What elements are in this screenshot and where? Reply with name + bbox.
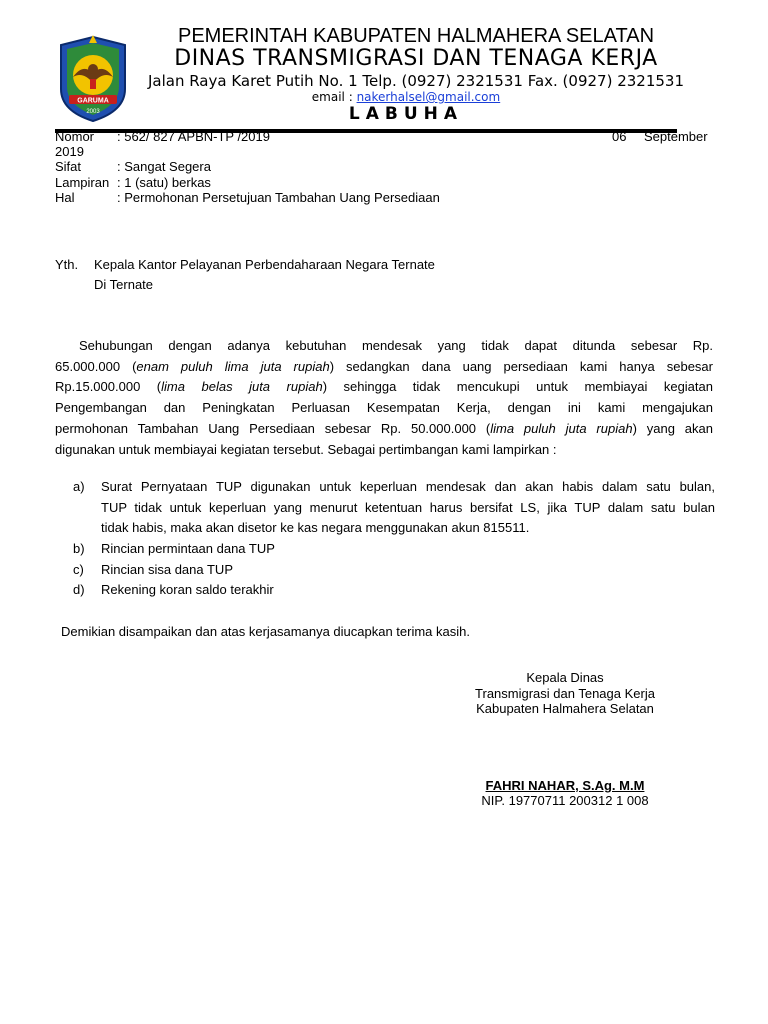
- email-link[interactable]: nakerhalsel@gmail.com: [356, 90, 501, 104]
- sifat-value: : Sangat Segera: [117, 159, 211, 174]
- lampiran-value: : 1 (satu) berkas: [117, 175, 211, 190]
- recipient-name: Kepala Kantor Pelayanan Perbendaharaan Negara Ternate: [94, 257, 435, 272]
- nomor-value: : 562/ 827 APBN-TP /2019: [117, 129, 270, 144]
- date-year: 2019: [55, 144, 84, 159]
- sifat-label: Sifat: [55, 159, 82, 174]
- list-item-a: Surat Pernyataan TUP digunakan untuk keperluan mendesak dan akan habis dalam satu bulan, TUP tidak untuk keperluan yang menurut ketentuan harus bersifat LS, jika TUP dalam satu bulan tidak habis, maka akan disetor ke kas negara menggunakan akun 815511.: [101, 479, 715, 536]
- email-label: email :: [311, 90, 357, 104]
- list-item-d: Rekening koran saldo terakhir: [101, 582, 274, 597]
- signature-title-1: Kepala Dinas: [526, 670, 604, 685]
- body-line: Sehubungan dengan adanya kebutuhan mendesak yang tidak dapat ditunda sebesar Rp.: [79, 338, 713, 353]
- closing-sentence: Demikian disampaikan dan atas kerjasamanya diucapkan terima kasih.: [61, 624, 470, 639]
- list-marker: b): [73, 541, 85, 556]
- signatory-nip: NIP. 19770711 200312 1 008: [481, 793, 649, 808]
- body-line: permohonan Tambahan Uang Persediaan sebesar Rp. 50.000.000 (lima puluh juta rupiah) yang akan: [55, 420, 713, 436]
- signature-title-3: Kabupaten Halmahera Selatan: [476, 701, 654, 716]
- signature-title-2: Transmigrasi dan Tenaga Kerja: [475, 686, 655, 701]
- letterhead-department: DINAS TRANSMIGRASI DAN TENAGA KERJA: [174, 46, 658, 71]
- list-marker: c): [73, 562, 84, 577]
- letterhead-city: LABUHA: [348, 104, 464, 124]
- regency-logo: [57, 33, 129, 123]
- hal-value: : Permohonan Persetujuan Tambahan Uang Persediaan: [117, 190, 440, 205]
- logo-year: 2003: [86, 109, 100, 115]
- signatory-name: FAHRI NAHAR, S.Ag. M.M: [485, 778, 645, 793]
- date-month: September: [644, 129, 708, 144]
- body-line: Rp.15.000.000 (lima belas juta rupiah) sehingga tidak mencukupi untuk membiayai kegiatan: [55, 379, 713, 395]
- logo-motto: GARUMA: [77, 97, 109, 105]
- recipient-yth: Yth.: [55, 257, 79, 272]
- body-paragraph: [55, 336, 713, 460]
- recipient-place: Di Ternate: [94, 277, 154, 292]
- letterhead-address: Jalan Raya Karet Putih No. 1 Telp. (0927) 2321531 Fax. (0927) 2321531: [147, 72, 685, 90]
- date-day: 06: [612, 129, 627, 144]
- nomor-label: Nomor: [55, 129, 95, 144]
- body-line: 65.000.000 (enam puluh lima juta rupiah) sedangkan dana uang persediaan kami hanya sebesar: [55, 358, 713, 374]
- letterhead-government: PEMERINTAH KABUPATEN HALMAHERA SELATAN: [177, 25, 655, 47]
- hal-label: Hal: [55, 190, 75, 205]
- lampiran-label: Lampiran: [55, 175, 110, 190]
- list-marker: d): [73, 582, 85, 597]
- body-line: digunakan untuk membiayai kegiatan tersebut. Sebagai pertimbangan kami lampirkan :: [55, 441, 557, 457]
- list-marker: a): [73, 479, 85, 494]
- list-item-c: Rincian sisa dana TUP: [101, 562, 233, 577]
- list-item-b: Rincian permintaan dana TUP: [101, 541, 275, 556]
- body-line: Pengembangan dan Peningkatan Perluasan Kesempatan Kerja, dengan ini kami mengajukan: [55, 400, 713, 416]
